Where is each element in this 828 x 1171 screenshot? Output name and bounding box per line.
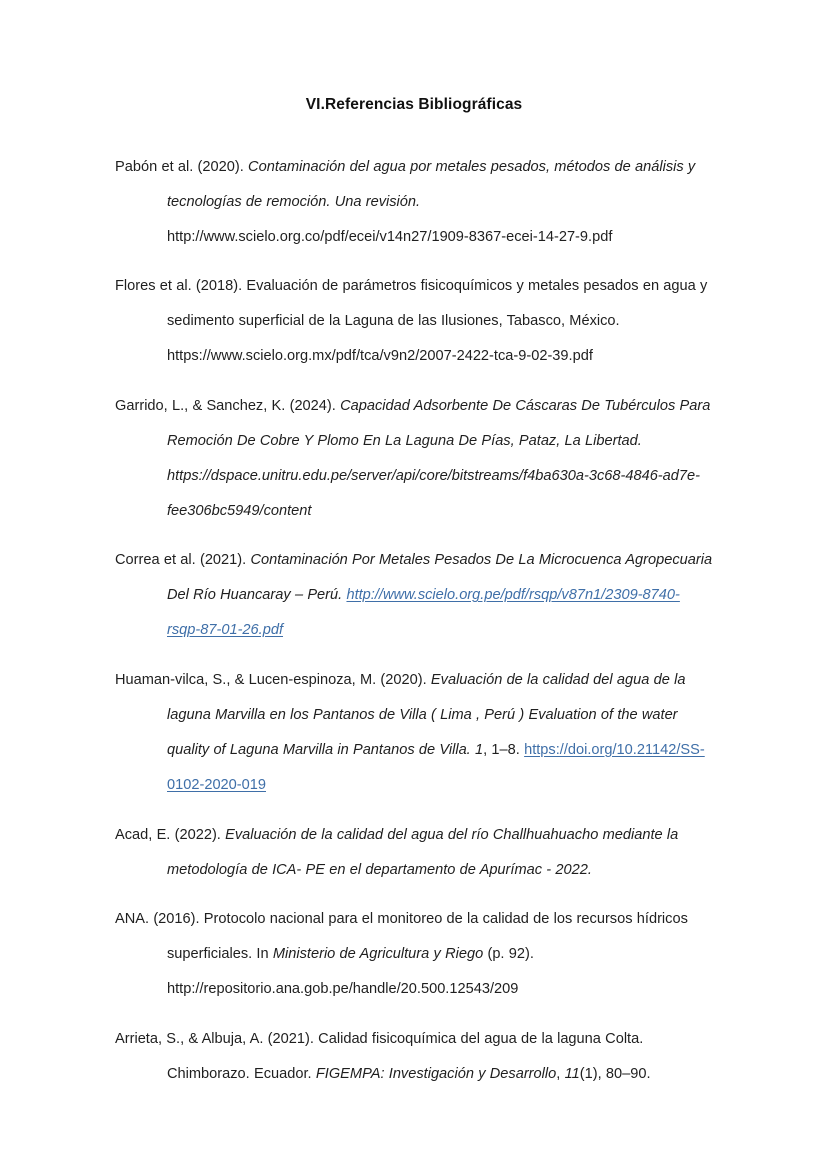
reference-entry — [115, 1022, 713, 1092]
reference-entry — [115, 902, 713, 1007]
reference-text-run: Pabón et al. (2020). — [115, 158, 249, 175]
reference-list — [115, 135, 713, 1106]
reference-text-run: Arrieta, S., & Albuja, A. (2021). Calidad fisicoquímica del agua de la laguna Colta. Chimborazo. Ecuador. — [115, 1030, 644, 1082]
reference-text-run: Evaluación de la calidad del agua del río Challhuahuacho mediante la metodología de ICA- PE en el departamento de Apurímac - 2022. — [167, 826, 679, 878]
reference-text-run: http://www.scielo.org.co/pdf/ecei/v14n27/1909-8367-ecei-14-27-9.pdf — [167, 228, 613, 245]
reference-text-run: Flores et al. (2018). Evaluación de parámetros fisicoquímicos y metales pesados en agua y sedimento superficial de la Laguna de las Ilusiones, Tabasco, México. https://www.scielo.org.mx/pdf/tca/v9n2/2007-2422-tca-9-02-39.pdf — [115, 278, 708, 365]
reference-text-run: Garrido, L., & Sanchez, K. (2024). — [115, 397, 341, 414]
reference-text-run: Contaminación del agua por metales pesados, métodos de análisis y tecnologías de remoción. Una revisión. — [167, 158, 696, 210]
reference-text-run: , — [556, 1065, 565, 1082]
reference-entry — [115, 543, 713, 648]
reference-text-run: Evaluación de la calidad del agua de la laguna Marvilla en los Pantanos de Villa ( Lima , Perú ) Evaluation of the water quality of Laguna Marvilla in Pantanos de Villa. 1 — [167, 671, 686, 758]
reference-text-run: Capacidad Adsorbente De Cáscaras De Tubérculos Para Remoción De Cobre Y Plomo En La Laguna De Pías, Pataz, La Libertad. https://dspace.unitru.edu.pe/server/api/core/bitstreams/f4ba630a-3c68-4846-ad7e-fee306bc5949/content — [167, 397, 711, 519]
reference-text-run: (p. 92). http://repositorio.ana.gob.pe/handle/20.500.12543/209 — [167, 946, 534, 998]
reference-text-run: ANA. (2016). Protocolo nacional para el monitoreo de la calidad de los recursos hídricos superficiales. In — [115, 911, 688, 963]
reference-text-run: Acad, E. (2022). — [115, 826, 226, 843]
reference-text-run: Contaminación Por Metales Pesados De La Microcuenca Agropecuaria Del Río Huancaray – Perú. — [167, 552, 713, 604]
reference-entry — [115, 269, 713, 374]
reference-text-run: Huaman-vilca, S., & Lucen-espinoza, M. (2020). — [115, 671, 431, 688]
reference-entry — [115, 389, 713, 529]
reference-entry — [115, 818, 713, 888]
reference-hyperlink[interactable]: https://doi.org/10.21142/SS-0102-2020-019 — [167, 741, 705, 793]
reference-text-run: , 1–8. — [483, 741, 525, 758]
page-title: VI.Referencias Bibliográficas — [305, 96, 523, 113]
reference-entry — [115, 150, 713, 255]
reference-text-run: 11 — [564, 1065, 580, 1082]
reference-text-run: (1), 80–90. — [579, 1065, 651, 1082]
reference-text-run: Correa et al. (2021). — [115, 552, 251, 569]
reference-text-run: FIGEMPA: Investigación y Desarrollo — [315, 1065, 557, 1082]
reference-text-run: Ministerio de Agricultura y Riego — [272, 946, 484, 963]
reference-hyperlink[interactable]: http://www.scielo.org.pe/pdf/rsqp/v87n1/2309-8740-rsqp-87-01-26.pdf — [167, 587, 680, 639]
reference-entry — [115, 663, 713, 803]
